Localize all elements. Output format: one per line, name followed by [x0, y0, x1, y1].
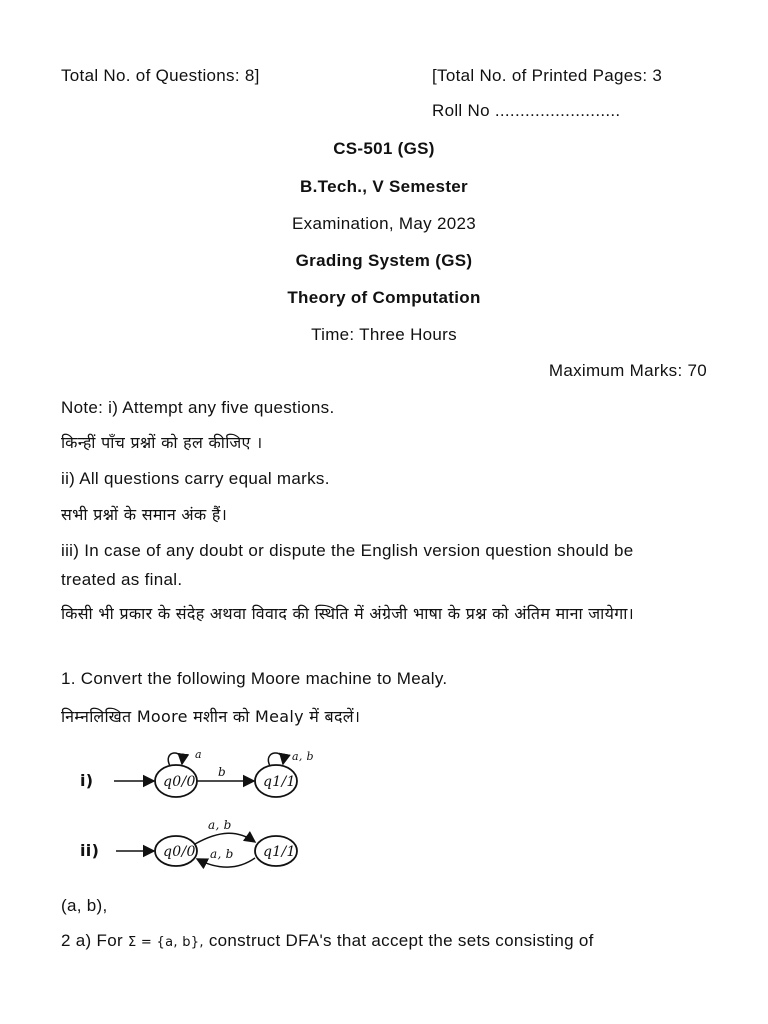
edge-label: b: [218, 765, 226, 779]
top-edge-label: a, b: [208, 818, 232, 832]
self-loop-q0: [168, 753, 182, 766]
loop-q0-label: a: [195, 748, 202, 761]
note-1-english: Note: i) Attempt any five questions.: [61, 398, 335, 417]
question-1-english: 1. Convert the following Moore machine to Mealy.: [61, 669, 448, 688]
exam-duration: Time: Three Hours: [311, 325, 457, 344]
top-transition-edge: [195, 833, 255, 844]
question-2a: [61, 931, 594, 951]
moore-machine-diagram-i: [70, 744, 340, 808]
state-q0-label: q0/0: [163, 774, 196, 790]
total-pages: [Total No. of Printed Pages: 3: [432, 66, 663, 85]
self-loop-q1: [268, 753, 283, 766]
grading-system: Grading System (GS): [295, 251, 473, 270]
text-fragment: (a, b),: [61, 896, 108, 915]
note-2-hindi: सभी प्रश्नों के समान अंक हैं।: [61, 505, 228, 524]
moore-machine-diagram-ii: [70, 814, 340, 878]
loop-q1-label: a, b: [292, 750, 314, 763]
note-1-hindi: किन्हीं पाँच प्रश्नों को हल कीजिए ।: [61, 433, 263, 452]
maximum-marks: Maximum Marks: 70: [548, 361, 707, 380]
diagram-ii-label: ii): [80, 841, 100, 860]
state-q0-label: q0/0: [163, 844, 196, 860]
question-2a-text: construct DFA's that accept the sets consisting of: [208, 931, 594, 950]
subject-title: Theory of Computation: [287, 288, 481, 307]
total-questions: Total No. of Questions: 8]: [61, 66, 260, 85]
state-q1-label: q1/1: [263, 774, 296, 790]
note-2-english: ii) All questions carry equal marks.: [61, 469, 330, 488]
note-3-english: iii) In case of any doubt or dispute the English version question should be treated as final.: [61, 541, 634, 589]
exam-session: Examination, May 2023: [292, 214, 476, 233]
diagram-i-label: i): [80, 771, 94, 790]
roll-no: Roll No .........................: [432, 101, 621, 120]
question-2a-prefix: 2 a) For: [61, 931, 123, 950]
note-3-hindi: किसी भी प्रकार के संदेह अथवा विवाद की स्थिति में अंग्रेजी भाषा के प्रश्न को अंतिम माना जायेगा।: [61, 604, 635, 623]
question-1-hindi: निम्नलिखित Moore मशीन को Mealy में बदलें।: [61, 707, 361, 726]
bottom-edge-label: a, b: [210, 847, 234, 861]
sigma-definition: Σ = {a, b},: [127, 935, 204, 950]
state-q1-label: q1/1: [263, 844, 296, 860]
course-code: CS-501 (GS): [333, 139, 435, 158]
course-name: B.Tech., V Semester: [300, 177, 468, 196]
